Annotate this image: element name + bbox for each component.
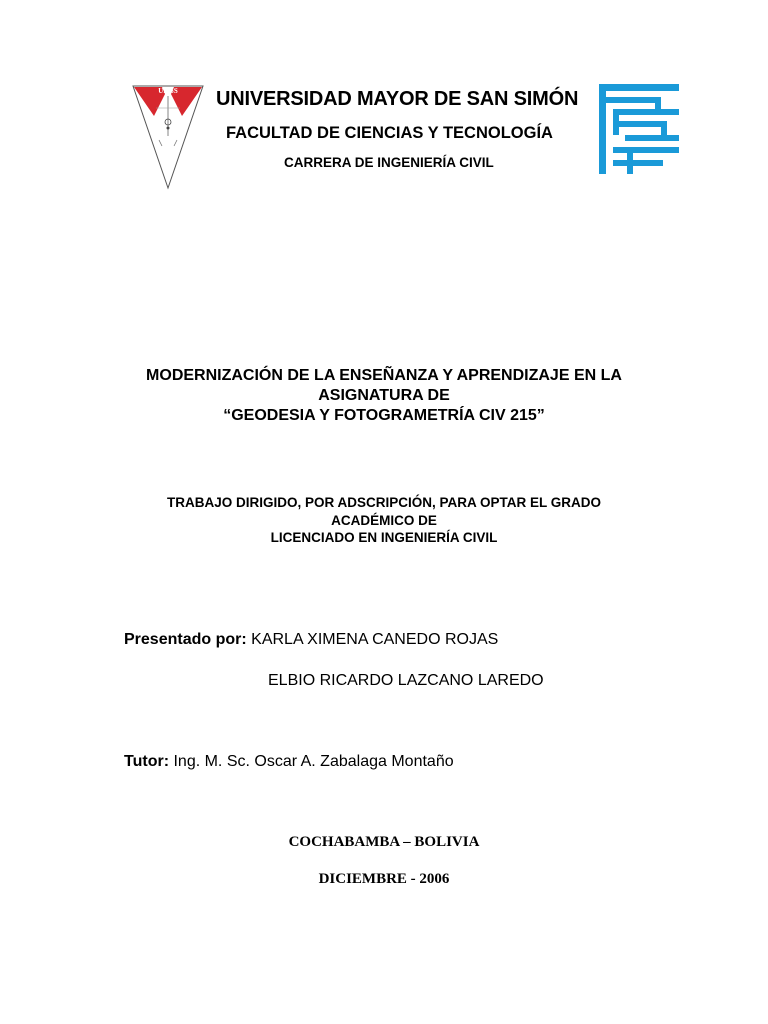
thesis-title-line-1: MODERNIZACIÓN DE LA ENSEÑANZA Y APRENDIZAJE EN LA — [146, 367, 622, 384]
university-name: UNIVERSIDAD MAYOR DE SAN SIMÓN — [216, 88, 579, 110]
city-country: COCHABAMBA – BOLIVIA — [288, 834, 480, 850]
degree-line-2: ACADÉMICO DE — [331, 512, 437, 528]
degree-line-1: TRABAJO DIRIGIDO, POR ADSCRIPCIÓN, PARA OPTAR EL GRADO — [166, 495, 602, 510]
umss-logo-text: UMSS — [158, 87, 178, 95]
author-2: ELBIO RICARDO LAZCANO LAREDO — [268, 672, 544, 689]
thesis-title-line-2: ASIGNATURA DE — [318, 387, 450, 404]
thesis-title-line-3: “GEODESIA Y FOTOGRAMETRÍA CIV 215” — [223, 407, 545, 424]
authors-label: Presentado por: — [124, 631, 247, 648]
degree-statement — [0, 494, 768, 547]
date: DICIEMBRE - 2006 — [318, 871, 450, 887]
thesis-title — [0, 366, 768, 426]
umss-logo — [132, 84, 204, 190]
tutor-label: Tutor: — [124, 753, 170, 770]
degree-line-3: LICENCIADO EN INGENIERÍA CIVIL — [270, 530, 498, 545]
tutor-name: Ing. M. Sc. Oscar A. Zabalaga Montaño — [173, 753, 454, 770]
career-name: CARRERA DE INGENIERÍA CIVIL — [284, 155, 494, 170]
fcyt-logo — [599, 84, 679, 174]
authors-line — [124, 631, 498, 649]
tutor-line — [124, 753, 454, 771]
author-1: KARLA XIMENA CANEDO ROJAS — [251, 631, 499, 648]
faculty-name: FACULTAD DE CIENCIAS Y TECNOLOGÍA — [226, 124, 553, 142]
